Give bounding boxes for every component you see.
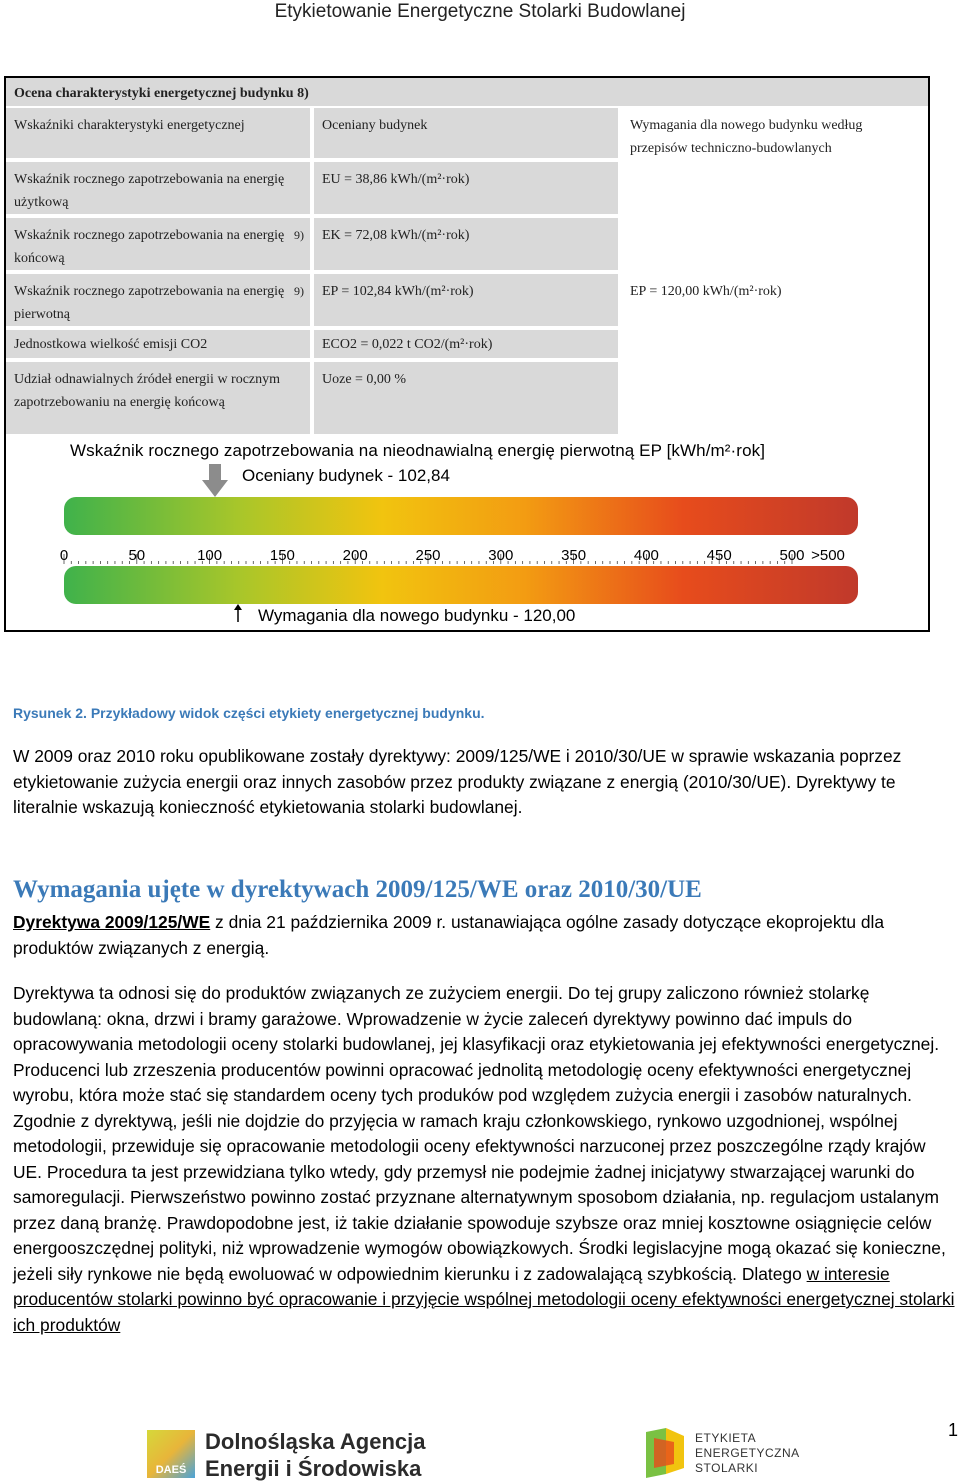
table-row-value: EK = 72,08 kWh/(m²·rok) [314,218,618,270]
tick-label: 400 [633,547,659,564]
table-row-value: Uoze = 0,00 % [314,362,618,434]
tick-label: 450 [706,547,732,564]
table-row-value: EP = 102,84 kWh/(m²·rok) [314,274,618,326]
row-label-text: Wskaźnik rocznego zapotrzebowania na energię pierwotną [14,284,285,322]
running-header: Etykietowanie Energetyczne Stolarki Budowlanej [274,1,686,22]
agency-line-2: Energii i Środowiska [205,1456,422,1481]
col-header-building: Oceniany budynek [314,108,618,158]
body-text: Dyrektywa ta odnosi się do produktów związanych ze zużyciem energii. Do tej grupy zaliczono również stolarkę budowlaną: okna, drzwi i bramy garażowe. Wprowadzenie w życie zaleceń dyrektywy powinno dać impuls do opracowywania metodologii oceny stolarki budowlanej, jej klasyfikacji oraz etykietowania jej efektywności energetycznej. Producenci lub zrzeszenia producentów powinni opracować jednolitą metodologię oceny efektywności energetycznej wyrobu, która może stać się standardem oceny tych produków pod względem zużycia energii i zasobów naturalnych. Zgodnie z dyrektywą, jeśli nie dojdzie do przyjęcia w ramach kraju członkowskiego, rynkowo uzgodnionej, wspólnej metodologii, przewiduje się opracowanie metodologii oceny efektywności narzuconej przez poszczególne rządy krajów UE. Procedura ta jest przewidziana tylko wtedy, gdy przemysł nie podejmie żadnej inicjatywy stwarzającej warunki do samoregulacji. Pierwszeństwo powinno zostać przyznane alternatywnym sposobom działania, np. regulacjom ustalanym przez daną branżę. Prawdopodobne jest, iż takie działanie spowoduje szybsze oraz mniej kosztowne osiągnięcie celów energooszczędnej polityki, niż wprowadzenie wymogów obowiązkowych. Środki legislacyjne mogą okazać się konieczne, jeżeli siły rynkowe nie będą ewoluować w odpowiednim kierunku i z zadowalającą szybkością. Dlatego [13,983,946,1284]
arrow-up-icon [234,604,242,622]
table-row-label: Udział odnawialnych źródeł energii w rocznym zapotrzebowaniu na energię końcową [6,362,310,434]
ep-scale [6,436,928,630]
tick-label: 350 [561,547,587,564]
tick-label: 50 [128,547,146,564]
footnote-mark: 9) [294,284,304,298]
figure-caption: Rysunek 2. Przykładowy widok części etykiety energetycznej budynku. [13,705,485,721]
agency-line-1: Dolnośląska Agencja [205,1429,426,1454]
label-logo-icon [640,1428,688,1478]
table-row-label [6,274,310,326]
tick-label: 0 [59,547,69,564]
directive-link[interactable]: Dyrektywa 2009/125/WE [13,912,211,932]
table-title: Ocena charakterystyki energetycznej budynku 8) [6,78,928,106]
row-label-text: Wskaźnik rocznego zapotrzebowania na energię końcową [14,228,285,266]
tick-label: 250 [415,547,441,564]
page-number: 1 [947,1420,958,1440]
section-heading: Wymagania ujęte w dyrektywach 2009/125/WE oraz 2010/30/UE [13,876,702,903]
footnote-mark: 9) [294,228,304,242]
tick-label: 100 [197,547,223,564]
tick-label: >500 [811,547,845,564]
label-line-1: ETYKIETA [695,1431,757,1445]
table-row-value: EU = 38,86 kWh/(m²·rok) [314,162,618,214]
directive-paragraph [13,910,958,961]
ep-gradient-scale [6,436,928,630]
directive-text: z dnia 21 października 2009 r. ustanawiająca ogólne zasady dotyczące ekoprojektu dla produktów związanych z energią. [13,912,885,958]
tick-label: 150 [269,547,295,564]
table-row-requirement: EP = 120,00 kWh/(m²·rok) [622,274,928,326]
tick-label: 300 [488,547,514,564]
label-title [695,1431,800,1476]
building-label: Oceniany budynek - 102,84 [242,466,450,485]
scale-bar-bottom [64,566,858,604]
agency-name [205,1428,425,1482]
tick-label: 500 [779,547,805,564]
col-header-requirements: Wymagania dla nowego budynku według przepisów techniczno-budowlanych [622,108,928,158]
col-header-indicators: Wskaźniki charakterystyki energetycznej [6,108,310,158]
tick-label: 200 [342,547,368,564]
table-row-label [6,218,310,270]
table-row-label: Wskaźnik rocznego zapotrzebowania na energię użytkową [6,162,310,214]
label-line-3: STOLARKI [695,1461,759,1475]
scale-title: Wskaźnik rocznego zapotrzebowania na nieodnawialną energię pierwotną EP [kWh/m²·rok] [70,441,766,460]
table-row-value: ECO2 = 0,022 t CO2/(m²·rok) [314,330,618,358]
scale-bar-top [64,497,858,535]
body-paragraph [13,981,958,1338]
intro-paragraph: W 2009 oraz 2010 roku opublikowane zostały dyrektywy: 2009/125/WE i 2010/30/UE w sprawie wskazania poprzez etykietowanie zużycia energii oraz innych zasobów przez produkty związane z energią (2010/30/UE). Dyrektywy te literalnie wskazują konieczność etykietowania stolarki budowlanej. [13,746,902,817]
table-row-label: Jednostkowa wielkość emisji CO2 [6,330,310,358]
body-link[interactable]: w interesie producentów stolarki powinno być opracowanie i przyjęcie wspólnej metodologii oceny efektywności energetycznej stolarki ich produktów [13,1263,955,1335]
requirement-label: Wymagania dla nowego budynku - 120,00 [258,606,576,625]
daes-badge: DAEŚ [155,1464,187,1476]
scale-tick-labels [60,547,845,564]
label-line-2: ENERGETYCZNA [695,1446,800,1460]
daes-logo-icon [147,1430,195,1478]
